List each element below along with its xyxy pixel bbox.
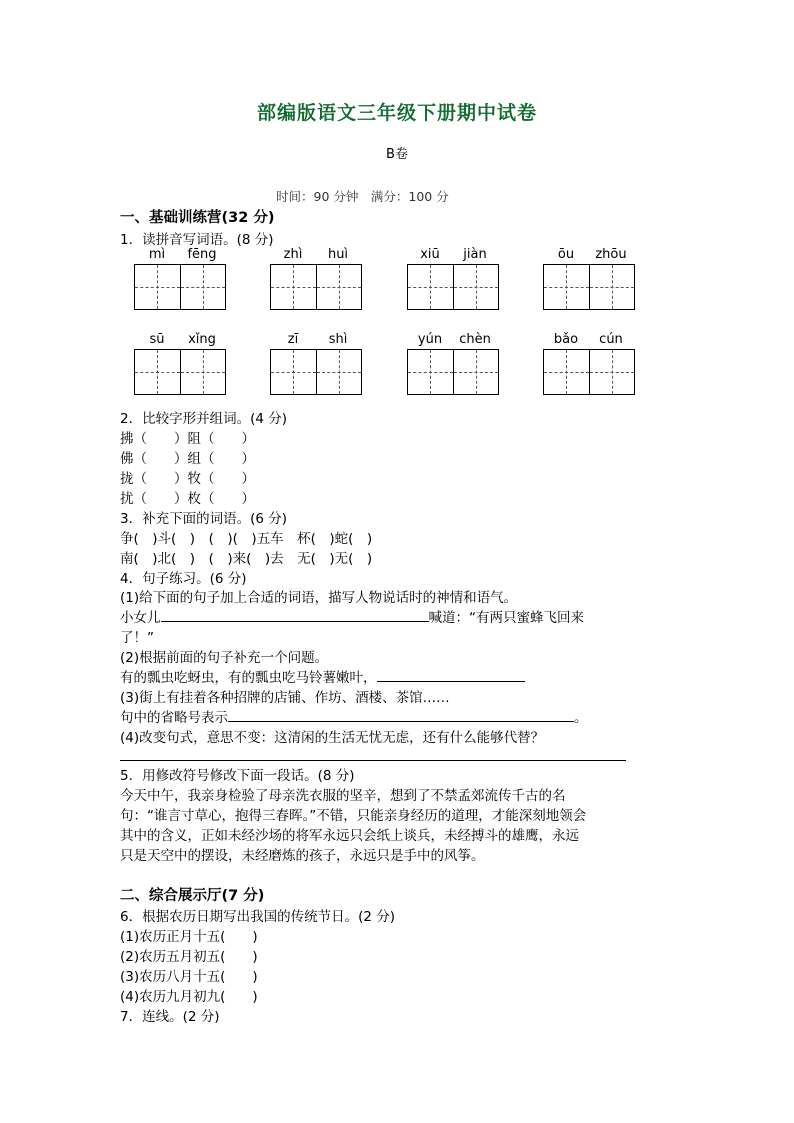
q5-line: 只是天空中的摆设，未经磨炼的孩子，永远只是手中的风筝。 <box>120 848 485 864</box>
q5-line: 句：“谁言寸草心，抱得三春晖。”不错，只能亲身经历的道理，才能深刻地领会 <box>120 808 587 824</box>
q5-line: 其中的含义，正如未经沙场的将军永远只会纸上谈兵，未经搏斗的雄鹰，永远 <box>120 828 579 844</box>
section-1-heading: 一、基础训练营(32 分) <box>120 210 275 226</box>
pinyin-group <box>270 332 362 396</box>
answer-line[interactable] <box>161 609 429 622</box>
pinyin-group <box>543 332 635 396</box>
q4-part4: (4)改变句式，意思不变：这清闲的生活无忧无虑，还有什么能够代替？ <box>120 730 545 746</box>
pinyin-text: sū <box>149 332 165 347</box>
q4-part2-sentence <box>120 666 525 686</box>
writing-grid[interactable] <box>407 264 499 310</box>
q2-row: 佛（ ）组（ ） <box>120 451 255 467</box>
writing-grid[interactable] <box>134 264 226 310</box>
pinyin-group <box>543 247 635 311</box>
q4-part3-sentence <box>120 706 588 726</box>
pinyin-text: zhì <box>283 247 303 262</box>
pinyin-text: mì <box>148 247 166 262</box>
page-title: 部编版语文三年级下册期中试卷 <box>256 102 537 124</box>
q5-line: 今天中午，我亲身检验了母亲洗衣服的坚辛，想到了不禁孟郊流传千古的名 <box>120 788 566 804</box>
q6-item: (2)农历五月初五( ) <box>120 949 258 965</box>
pinyin-text: yún <box>417 332 443 347</box>
pinyin-text: cún <box>599 332 623 347</box>
q3-prompt: 3．补充下面的词语。(6 分) <box>120 511 288 527</box>
pinyin-group <box>407 332 499 396</box>
pinyin-group <box>270 247 362 311</box>
pinyin-group <box>407 247 499 311</box>
writing-grid[interactable] <box>543 264 635 310</box>
q4-part1-cont: 了！” <box>120 630 154 646</box>
q4-part3-end: 。 <box>574 710 588 726</box>
answer-line[interactable] <box>228 709 574 722</box>
pinyin-group <box>134 332 226 396</box>
answer-line[interactable] <box>377 669 525 682</box>
q4-part1-start: 小女儿 <box>120 610 161 626</box>
answer-line[interactable] <box>120 760 626 761</box>
q1-prompt: 1．读拼音写词语。(8 分) <box>120 232 274 248</box>
q7-prompt: 7．连线。(2 分) <box>120 1009 220 1025</box>
pinyin-text: xǐng <box>188 332 216 347</box>
q4-part3-text: 句中的省略号表示 <box>120 710 228 726</box>
pinyin-text: zī <box>287 332 299 347</box>
q6-prompt: 6．根据农历日期写出我国的传统节日。(2 分) <box>120 909 396 925</box>
q4-part2: (2)根据前面的句子补充一个问题。 <box>120 650 329 666</box>
q5-prompt: 5．用修改符号修改下面一段话。(8 分) <box>120 768 355 784</box>
writing-grid[interactable] <box>407 349 499 395</box>
q4-part3: (3)街上有挂着各种招牌的店铺、作坊、酒楼、茶馆…… <box>120 690 450 706</box>
pinyin-text: ōu <box>557 247 575 262</box>
q4-part2-text: 有的瓢虫吃蚜虫，有的瓢虫吃马铃薯嫩叶， <box>120 670 377 686</box>
q6-item: (4)农历九月初九( ) <box>120 989 258 1005</box>
section-2-heading: 二、综合展示厅(7 分) <box>120 888 265 904</box>
q4-part1: (1)给下面的句子加上合适的词语，描写人物说话时的神情和语气。 <box>120 590 518 606</box>
q2-row: 拢（ ）牧（ ） <box>120 471 255 487</box>
exam-meta: 时间：90 分钟 满分：100 分 <box>276 189 449 204</box>
q4-part1-sentence <box>120 606 584 626</box>
q4-part1-end: 喊道：“有两只蜜蜂飞回来 <box>428 610 584 626</box>
pinyin-text: chèn <box>459 332 491 347</box>
writing-grid[interactable] <box>543 349 635 395</box>
pinyin-text: jiàn <box>463 247 487 262</box>
paper-version: B卷 <box>386 147 408 162</box>
q2-row: 拂（ ）阻（ ） <box>120 431 255 447</box>
q3-row: 争( )斗( ) ( )( )五车 杯( )蛇( ) <box>120 531 373 547</box>
writing-grid[interactable] <box>134 349 226 395</box>
pinyin-text: zhōu <box>595 247 627 262</box>
pinyin-group <box>134 247 226 311</box>
pinyin-text: shì <box>328 332 348 347</box>
q3-row: 南( )北( ) ( )来( )去 无( )无( ) <box>120 551 373 567</box>
q4-prompt: 4．句子练习。(6 分) <box>120 571 247 587</box>
q6-item: (3)农历八月十五( ) <box>120 969 258 985</box>
q2-row: 扰（ ）枚（ ） <box>120 491 255 507</box>
writing-grid[interactable] <box>270 349 362 395</box>
pinyin-text: xiū <box>420 247 440 262</box>
writing-grid[interactable] <box>270 264 362 310</box>
q2-prompt: 2．比较字形并组词。(4 分) <box>120 411 288 427</box>
pinyin-text: huì <box>327 247 349 262</box>
q6-item: (1)农历正月十五( ) <box>120 929 258 945</box>
pinyin-text: fēng <box>187 247 217 262</box>
pinyin-text: bǎo <box>553 332 579 347</box>
